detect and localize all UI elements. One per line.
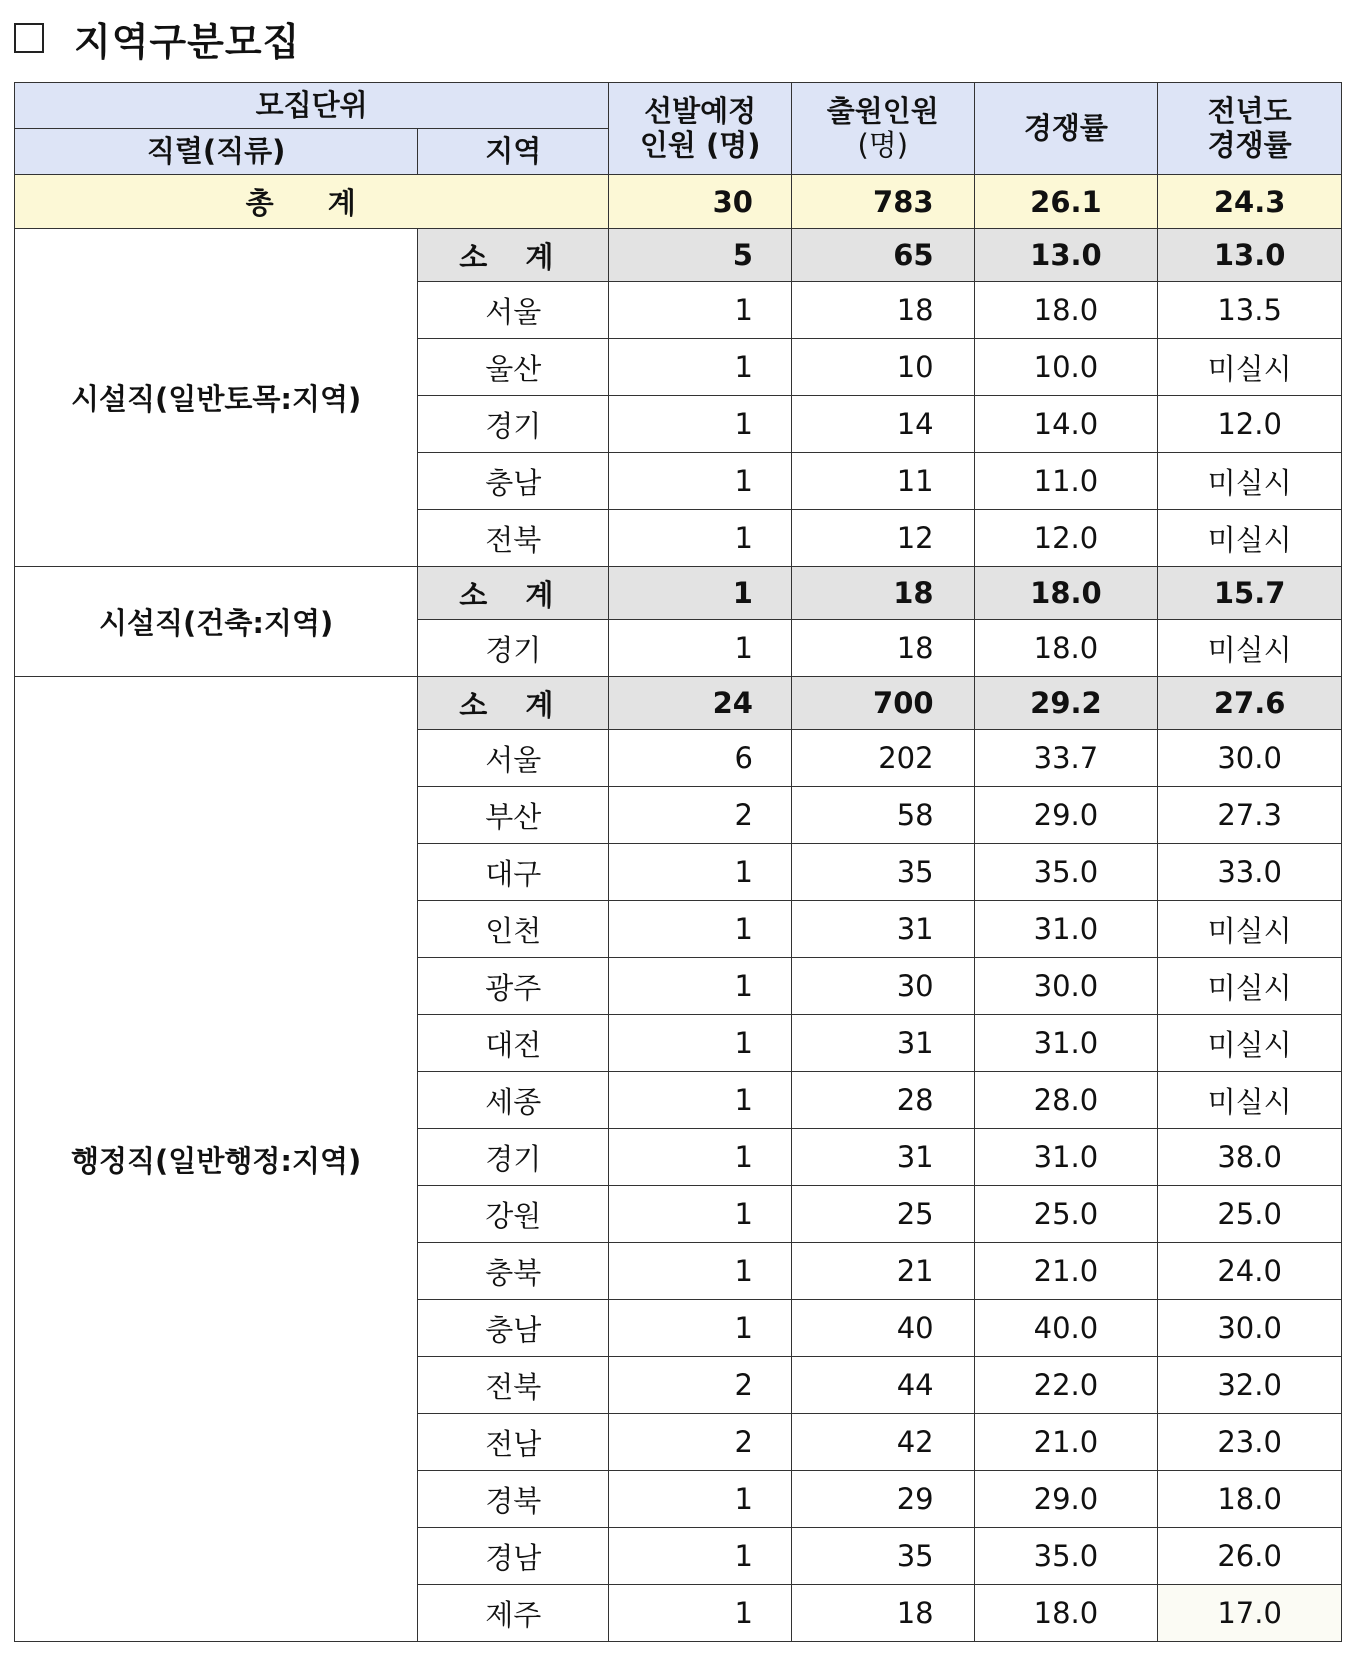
planned-cell: 1	[609, 510, 792, 567]
rate-cell: 25.0	[974, 1186, 1158, 1243]
total-rate: 26.1	[974, 175, 1158, 229]
prev-rate-cell: 12.0	[1158, 396, 1342, 453]
applicants-cell: 35	[791, 844, 974, 901]
header-prev-line2: 경쟁률	[1207, 127, 1292, 162]
rate-cell: 33.7	[974, 730, 1158, 787]
region-cell: 부산	[418, 787, 609, 844]
planned-cell: 2	[609, 787, 792, 844]
header-planned-line1: 선발예정	[644, 94, 757, 129]
planned-cell: 1	[609, 453, 792, 510]
prev-rate-cell: 미실시	[1158, 958, 1342, 1015]
group-name: 시설직(일반토목:지역)	[15, 229, 418, 567]
applicants-cell: 44	[791, 1357, 974, 1414]
applicants-cell: 28	[791, 1072, 974, 1129]
prev-rate-cell: 미실시	[1158, 1072, 1342, 1129]
planned-cell: 1	[609, 396, 792, 453]
subtotal-planned: 5	[609, 229, 792, 282]
header-applicants-line2: (명)	[857, 127, 909, 162]
subtotal-prev-rate: 27.6	[1158, 677, 1342, 730]
planned-cell: 1	[609, 958, 792, 1015]
region-cell: 충북	[418, 1243, 609, 1300]
region-cell: 경기	[418, 1129, 609, 1186]
region-cell: 대구	[418, 844, 609, 901]
page-title: 지역구분모집	[74, 19, 301, 64]
rate-cell: 10.0	[974, 339, 1158, 396]
rate-cell: 18.0	[974, 282, 1158, 339]
prev-rate-cell: 미실시	[1158, 339, 1342, 396]
subtotal-row	[15, 229, 1342, 282]
planned-cell: 1	[609, 1243, 792, 1300]
header-applicants-line1: 출원인원	[826, 94, 939, 129]
header-planned-line2: 인원 (명)	[639, 127, 761, 162]
applicants-cell: 12	[791, 510, 974, 567]
checkbox-icon[interactable]	[14, 23, 44, 53]
planned-cell: 1	[609, 1585, 792, 1642]
rate-cell: 18.0	[974, 620, 1158, 677]
planned-cell: 1	[609, 844, 792, 901]
prev-rate-cell: 26.0	[1158, 1528, 1342, 1585]
region-cell: 서울	[418, 282, 609, 339]
prev-rate-cell: 미실시	[1158, 510, 1342, 567]
applicants-cell: 14	[791, 396, 974, 453]
applicants-cell: 29	[791, 1471, 974, 1528]
subtotal-rate: 13.0	[974, 229, 1158, 282]
applicants-cell: 31	[791, 901, 974, 958]
applicants-cell: 21	[791, 1243, 974, 1300]
subtotal-prev-rate: 15.7	[1158, 567, 1342, 620]
planned-cell: 1	[609, 1300, 792, 1357]
planned-cell: 1	[609, 282, 792, 339]
prev-rate-cell: 24.0	[1158, 1243, 1342, 1300]
applicants-cell: 18	[791, 1585, 974, 1642]
prev-rate-cell: 30.0	[1158, 1300, 1342, 1357]
region-cell: 세종	[418, 1072, 609, 1129]
header-unit: 모집단위	[15, 83, 609, 129]
prev-rate-cell: 33.0	[1158, 844, 1342, 901]
planned-cell: 1	[609, 339, 792, 396]
recruitment-table	[14, 82, 1342, 1642]
applicants-cell: 31	[791, 1129, 974, 1186]
planned-cell: 1	[609, 1528, 792, 1585]
region-cell: 충남	[418, 1300, 609, 1357]
total-row	[15, 175, 1342, 229]
region-cell: 광주	[418, 958, 609, 1015]
prev-rate-cell: 미실시	[1158, 901, 1342, 958]
prev-rate-cell: 미실시	[1158, 453, 1342, 510]
region-cell: 전북	[418, 510, 609, 567]
region-cell: 충남	[418, 453, 609, 510]
planned-cell: 2	[609, 1357, 792, 1414]
rate-cell: 28.0	[974, 1072, 1158, 1129]
applicants-cell: 11	[791, 453, 974, 510]
region-cell: 전남	[418, 1414, 609, 1471]
region-cell: 강원	[418, 1186, 609, 1243]
rate-cell: 21.0	[974, 1414, 1158, 1471]
applicants-cell: 30	[791, 958, 974, 1015]
header-prev-line1: 전년도	[1207, 94, 1292, 129]
applicants-cell: 202	[791, 730, 974, 787]
subtotal-label: 소 계	[418, 677, 609, 730]
region-cell: 전북	[418, 1357, 609, 1414]
title-row	[14, 12, 300, 64]
total-planned: 30	[609, 175, 792, 229]
prev-rate-cell: 27.3	[1158, 787, 1342, 844]
applicants-cell: 18	[791, 620, 974, 677]
region-cell: 제주	[418, 1585, 609, 1642]
subtotal-label: 소 계	[418, 229, 609, 282]
total-prev-rate: 24.3	[1158, 175, 1342, 229]
rate-cell: 40.0	[974, 1300, 1158, 1357]
prev-rate-cell: 32.0	[1158, 1357, 1342, 1414]
planned-cell: 1	[609, 1015, 792, 1072]
applicants-cell: 58	[791, 787, 974, 844]
rate-cell: 30.0	[974, 958, 1158, 1015]
subtotal-applicants: 700	[791, 677, 974, 730]
rate-cell: 31.0	[974, 901, 1158, 958]
applicants-cell: 25	[791, 1186, 974, 1243]
subtotal-rate: 18.0	[974, 567, 1158, 620]
planned-cell: 2	[609, 1414, 792, 1471]
rate-cell: 11.0	[974, 453, 1158, 510]
prev-rate-cell: 13.5	[1158, 282, 1342, 339]
planned-cell: 1	[609, 620, 792, 677]
total-applicants: 783	[791, 175, 974, 229]
region-cell: 경기	[418, 396, 609, 453]
prev-rate-cell: 미실시	[1158, 1015, 1342, 1072]
header-region: 지역	[418, 129, 609, 175]
subtotal-applicants: 18	[791, 567, 974, 620]
rate-cell: 14.0	[974, 396, 1158, 453]
applicants-cell: 10	[791, 339, 974, 396]
prev-rate-cell: 17.0	[1158, 1585, 1342, 1642]
planned-cell: 1	[609, 1129, 792, 1186]
subtotal-rate: 29.2	[974, 677, 1158, 730]
header-planned	[609, 83, 792, 175]
rate-cell: 31.0	[974, 1129, 1158, 1186]
region-cell: 경남	[418, 1528, 609, 1585]
prev-rate-cell: 25.0	[1158, 1186, 1342, 1243]
prev-rate-cell: 30.0	[1158, 730, 1342, 787]
region-cell: 인천	[418, 901, 609, 958]
rate-cell: 29.0	[974, 787, 1158, 844]
subtotal-label: 소 계	[418, 567, 609, 620]
header-rate: 경쟁률	[974, 83, 1158, 175]
subtotal-planned: 24	[609, 677, 792, 730]
header-applicants	[791, 83, 974, 175]
prev-rate-cell: 38.0	[1158, 1129, 1342, 1186]
header-prev-rate	[1158, 83, 1342, 175]
header-job: 직렬(직류)	[15, 129, 418, 175]
applicants-cell: 18	[791, 282, 974, 339]
prev-rate-cell: 미실시	[1158, 620, 1342, 677]
rate-cell: 31.0	[974, 1015, 1158, 1072]
prev-rate-cell: 23.0	[1158, 1414, 1342, 1471]
rate-cell: 35.0	[974, 1528, 1158, 1585]
planned-cell: 1	[609, 1186, 792, 1243]
planned-cell: 1	[609, 901, 792, 958]
group-name: 행정직(일반행정:지역)	[15, 677, 418, 1642]
subtotal-planned: 1	[609, 567, 792, 620]
rate-cell: 22.0	[974, 1357, 1158, 1414]
applicants-cell: 31	[791, 1015, 974, 1072]
subtotal-row	[15, 677, 1342, 730]
subtotal-prev-rate: 13.0	[1158, 229, 1342, 282]
subtotal-applicants: 65	[791, 229, 974, 282]
region-cell: 울산	[418, 339, 609, 396]
applicants-cell: 40	[791, 1300, 974, 1357]
planned-cell: 1	[609, 1072, 792, 1129]
prev-rate-cell: 18.0	[1158, 1471, 1342, 1528]
region-cell: 서울	[418, 730, 609, 787]
group-name: 시설직(건축:지역)	[15, 567, 418, 677]
subtotal-row	[15, 567, 1342, 620]
table-body	[15, 175, 1342, 1642]
rate-cell: 21.0	[974, 1243, 1158, 1300]
total-label: 총 계	[15, 175, 609, 229]
applicants-cell: 42	[791, 1414, 974, 1471]
applicants-cell: 35	[791, 1528, 974, 1585]
region-cell: 대전	[418, 1015, 609, 1072]
region-cell: 경북	[418, 1471, 609, 1528]
rate-cell: 29.0	[974, 1471, 1158, 1528]
rate-cell: 12.0	[974, 510, 1158, 567]
region-cell: 경기	[418, 620, 609, 677]
rate-cell: 35.0	[974, 844, 1158, 901]
rate-cell: 18.0	[974, 1585, 1158, 1642]
planned-cell: 1	[609, 1471, 792, 1528]
planned-cell: 6	[609, 730, 792, 787]
